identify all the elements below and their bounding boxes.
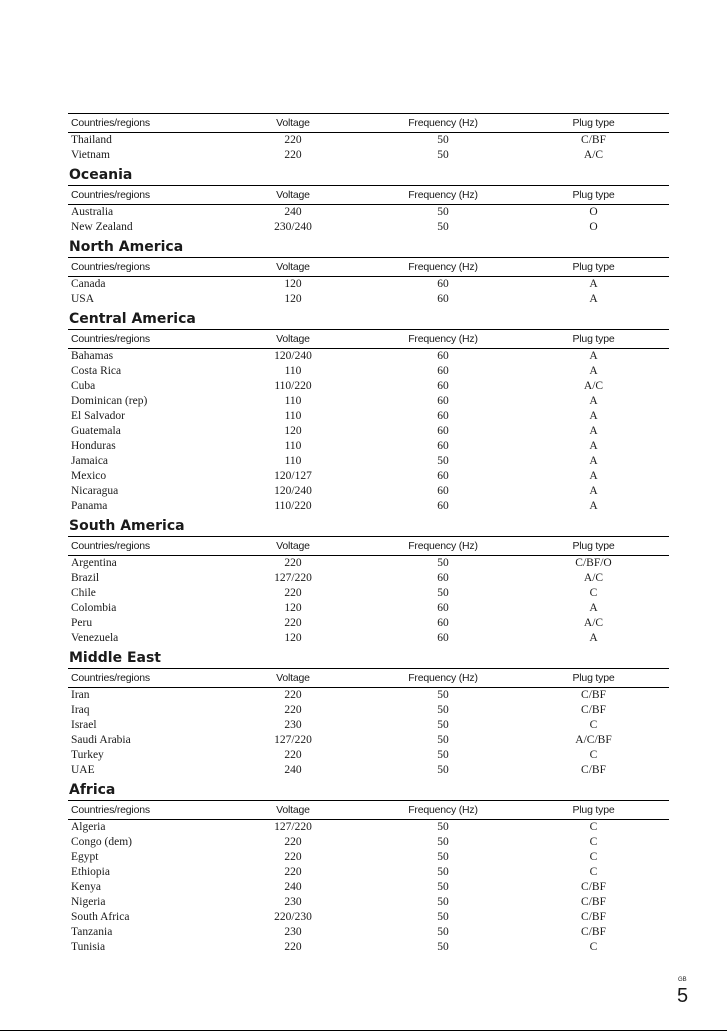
voltage-cell: 220 — [284, 704, 302, 716]
table-header-row — [68, 330, 669, 349]
plug-type-cell: A — [589, 425, 598, 437]
country-cell: Honduras — [71, 440, 116, 452]
voltage-cell: 220 — [284, 134, 302, 146]
voltage-cell: 220/230 — [274, 911, 312, 923]
plug-type-cell: C/BF — [581, 134, 606, 146]
voltage-cell: 230 — [284, 896, 302, 908]
voltage-header: Voltage — [218, 669, 368, 688]
plug-type-cell: A — [589, 410, 598, 422]
frequency-cell: 50 — [437, 764, 449, 776]
country-cell: Algeria — [71, 821, 106, 833]
plug-type-cell: A — [589, 293, 598, 305]
table-row — [68, 895, 669, 910]
table-row — [68, 571, 669, 586]
plug-type-cell: A/C — [583, 617, 604, 629]
section-title: Africa — [69, 782, 116, 798]
table-row — [68, 469, 669, 484]
table-row — [68, 484, 669, 499]
country-cell: Mexico — [71, 470, 107, 482]
country-header: Countries/regions — [68, 186, 218, 205]
voltage-cell: 230 — [284, 719, 302, 731]
frequency-cell: 60 — [437, 425, 449, 437]
voltage-cell: 120 — [284, 602, 302, 614]
voltage-cell: 120/127 — [274, 470, 312, 482]
plug-type-cell: A — [589, 440, 598, 452]
frequency-cell: 50 — [437, 734, 449, 746]
frequency-cell: 50 — [437, 911, 449, 923]
country-cell: Peru — [71, 617, 93, 629]
plug-type-cell: C — [589, 821, 598, 833]
plug-type-cell: C/BF — [581, 881, 606, 893]
country-cell: Guatemala — [71, 425, 121, 437]
page-number: 5 — [677, 985, 689, 1007]
table-header-row — [68, 801, 669, 820]
table-row — [68, 835, 669, 850]
table-row — [68, 748, 669, 763]
plug-type-cell: O — [589, 221, 598, 233]
plug-type-header: Plug type — [518, 537, 669, 556]
plug-type-cell: A/C/BF — [575, 734, 612, 746]
country-cell: Egypt — [71, 851, 99, 863]
table-row — [68, 424, 669, 439]
country-cell: Jamaica — [71, 455, 109, 467]
section-title: Oceania — [69, 167, 133, 183]
frequency-cell: 60 — [437, 395, 449, 407]
country-cell: Nicaragua — [71, 485, 119, 497]
table-header-row — [68, 537, 669, 556]
table-row — [68, 394, 669, 409]
frequency-cell: 50 — [437, 866, 449, 878]
country-header: Countries/regions — [68, 669, 218, 688]
table-row — [68, 349, 669, 365]
country-cell: Chile — [71, 587, 96, 599]
plug-type-cell: C/BF — [581, 704, 606, 716]
plug-type-cell: C/BF — [581, 911, 606, 923]
plug-type-cell: C — [589, 749, 598, 761]
table-row — [68, 220, 669, 235]
section-block — [68, 648, 669, 778]
country-cell: USA — [71, 293, 95, 305]
voltage-cell: 220 — [284, 689, 302, 701]
frequency-cell: 50 — [437, 926, 449, 938]
country-cell: Brazil — [71, 572, 100, 584]
frequency-cell: 60 — [437, 278, 449, 290]
country-header: Countries/regions — [68, 114, 218, 133]
table-row — [68, 133, 669, 149]
section-block — [68, 780, 669, 955]
country-cell: Dominican (rep) — [71, 395, 148, 407]
table-header-row — [68, 114, 669, 133]
voltage-header: Voltage — [218, 801, 368, 820]
table-row — [68, 925, 669, 940]
frequency-cell: 50 — [437, 455, 449, 467]
frequency-cell: 50 — [437, 557, 449, 569]
country-header: Countries/regions — [68, 330, 218, 349]
country-cell: Panama — [71, 500, 108, 512]
table-row — [68, 409, 669, 424]
plug-type-header: Plug type — [518, 330, 669, 349]
frequency-cell: 60 — [437, 365, 449, 377]
voltage-cell: 230/240 — [274, 221, 312, 233]
voltage-cell: 230 — [284, 926, 302, 938]
voltage-header: Voltage — [218, 258, 368, 277]
section-title: North America — [69, 239, 184, 255]
plug-type-cell: C/BF — [581, 764, 606, 776]
table-row — [68, 616, 669, 631]
plug-type-cell: A — [589, 485, 598, 497]
country-cell: Nigeria — [71, 896, 106, 908]
voltage-tables — [68, 113, 669, 955]
frequency-header: Frequency (Hz) — [368, 186, 518, 205]
frequency-cell: 50 — [437, 851, 449, 863]
frequency-header: Frequency (Hz) — [368, 330, 518, 349]
table-row — [68, 205, 669, 221]
plug-type-cell: C — [589, 719, 598, 731]
table-row — [68, 601, 669, 616]
table-row — [68, 277, 669, 293]
frequency-cell: 60 — [437, 470, 449, 482]
section-block — [68, 309, 669, 514]
frequency-cell: 50 — [437, 881, 449, 893]
frequency-cell: 60 — [437, 632, 449, 644]
frequency-cell: 60 — [437, 602, 449, 614]
voltage-cell: 110 — [284, 395, 302, 407]
country-cell: Tunisia — [71, 941, 106, 953]
voltage-cell: 120 — [284, 293, 302, 305]
country-cell: Iraq — [71, 704, 90, 716]
frequency-header: Frequency (Hz) — [368, 258, 518, 277]
country-cell: Vietnam — [71, 149, 110, 161]
voltage-cell: 220 — [284, 851, 302, 863]
frequency-cell: 50 — [437, 749, 449, 761]
table-header-row — [68, 186, 669, 205]
frequency-cell: 50 — [437, 836, 449, 848]
plug-type-cell: A/C — [583, 380, 604, 392]
table-row — [68, 865, 669, 880]
frequency-cell: 60 — [437, 440, 449, 452]
country-header: Countries/regions — [68, 537, 218, 556]
section-title: South America — [69, 518, 185, 534]
frequency-cell: 50 — [437, 821, 449, 833]
voltage-cell: 127/220 — [274, 572, 312, 584]
table-row — [68, 631, 669, 646]
voltage-cell: 220 — [284, 866, 302, 878]
table-row — [68, 292, 669, 307]
voltage-header: Voltage — [218, 537, 368, 556]
plug-type-cell: C/BF — [581, 896, 606, 908]
plug-type-header: Plug type — [518, 801, 669, 820]
table-header-row — [68, 669, 669, 688]
plug-type-header: Plug type — [518, 114, 669, 133]
country-cell: Congo (dem) — [71, 836, 133, 848]
frequency-cell: 60 — [437, 410, 449, 422]
plug-type-cell: A — [589, 350, 598, 362]
bottom-rule — [0, 1030, 727, 1031]
voltage-cell: 220 — [284, 836, 302, 848]
frequency-cell: 50 — [437, 704, 449, 716]
country-cell: Thailand — [71, 134, 112, 146]
frequency-cell: 60 — [437, 380, 449, 392]
country-cell: Argentina — [71, 557, 117, 569]
voltage-cell: 110/220 — [274, 500, 312, 512]
table-row — [68, 556, 669, 572]
section-block — [68, 516, 669, 646]
table-row — [68, 910, 669, 925]
country-cell: Saudi Arabia — [71, 734, 131, 746]
voltage-cell: 220 — [284, 749, 302, 761]
plug-type-cell: O — [589, 206, 598, 218]
voltage-table — [68, 668, 669, 778]
table-row — [68, 439, 669, 454]
plug-type-cell: C — [589, 836, 598, 848]
frequency-header: Frequency (Hz) — [368, 537, 518, 556]
country-cell: New Zealand — [71, 221, 133, 233]
frequency-cell: 50 — [437, 941, 449, 953]
frequency-cell: 60 — [437, 500, 449, 512]
frequency-cell: 50 — [437, 134, 449, 146]
country-cell: Turkey — [71, 749, 104, 761]
table-row — [68, 733, 669, 748]
voltage-cell: 110 — [284, 455, 302, 467]
country-cell: Iran — [71, 689, 90, 701]
frequency-header: Frequency (Hz) — [368, 114, 518, 133]
frequency-cell: 60 — [437, 617, 449, 629]
plug-type-cell: C/BF/O — [575, 557, 612, 569]
voltage-table — [68, 329, 669, 514]
table-row — [68, 820, 669, 836]
frequency-cell: 60 — [437, 350, 449, 362]
frequency-cell: 50 — [437, 587, 449, 599]
plug-type-cell: C — [589, 866, 598, 878]
page-language-tag: GB — [678, 977, 687, 983]
section-block — [68, 237, 669, 307]
voltage-cell: 120 — [284, 425, 302, 437]
plug-type-cell: A — [589, 278, 598, 290]
table-row — [68, 586, 669, 601]
country-cell: Israel — [71, 719, 97, 731]
plug-type-cell: A — [589, 455, 598, 467]
frequency-header: Frequency (Hz) — [368, 801, 518, 820]
country-cell: Venezuela — [71, 632, 119, 644]
table-row — [68, 850, 669, 865]
table-row — [68, 454, 669, 469]
table-row — [68, 148, 669, 163]
frequency-cell: 50 — [437, 206, 449, 218]
country-cell: Bahamas — [71, 350, 114, 362]
country-cell: Cuba — [71, 380, 96, 392]
plug-type-cell: A/C — [583, 572, 604, 584]
frequency-cell: 60 — [437, 572, 449, 584]
frequency-cell: 50 — [437, 149, 449, 161]
plug-type-cell: A — [589, 365, 598, 377]
voltage-cell: 110 — [284, 440, 302, 452]
voltage-cell: 127/220 — [274, 734, 312, 746]
country-cell: South Africa — [71, 911, 130, 923]
voltage-cell: 220 — [284, 149, 302, 161]
plug-type-cell: C/BF — [581, 926, 606, 938]
voltage-cell: 240 — [284, 764, 302, 776]
plug-type-cell: C/BF — [581, 689, 606, 701]
section-block — [68, 113, 669, 163]
table-row — [68, 703, 669, 718]
plug-type-header: Plug type — [518, 669, 669, 688]
plug-type-cell: A — [589, 602, 598, 614]
voltage-cell: 120/240 — [274, 485, 312, 497]
country-header: Countries/regions — [68, 258, 218, 277]
table-row — [68, 379, 669, 394]
frequency-cell: 50 — [437, 221, 449, 233]
voltage-header: Voltage — [218, 114, 368, 133]
country-cell: Costa Rica — [71, 365, 122, 377]
section-block — [68, 165, 669, 235]
voltage-cell: 110 — [284, 365, 302, 377]
table-row — [68, 364, 669, 379]
country-cell: Ethiopia — [71, 866, 110, 878]
frequency-cell: 50 — [437, 896, 449, 908]
voltage-cell: 110/220 — [274, 380, 312, 392]
plug-type-cell: C — [589, 851, 598, 863]
country-cell: Australia — [71, 206, 114, 218]
country-cell: Tanzania — [71, 926, 113, 938]
voltage-cell: 220 — [284, 941, 302, 953]
plug-type-cell: A — [589, 500, 598, 512]
voltage-header: Voltage — [218, 186, 368, 205]
table-header-row — [68, 258, 669, 277]
table-row — [68, 763, 669, 778]
table-row — [68, 499, 669, 514]
frequency-cell: 50 — [437, 689, 449, 701]
voltage-cell: 240 — [284, 881, 302, 893]
section-title: Middle East — [69, 650, 161, 666]
frequency-cell: 60 — [437, 485, 449, 497]
voltage-table — [68, 536, 669, 646]
plug-type-header: Plug type — [518, 258, 669, 277]
voltage-cell: 220 — [284, 557, 302, 569]
voltage-cell: 127/220 — [274, 821, 312, 833]
country-cell: Kenya — [71, 881, 102, 893]
table-row — [68, 688, 669, 704]
frequency-header: Frequency (Hz) — [368, 669, 518, 688]
table-row — [68, 880, 669, 895]
voltage-header: Voltage — [218, 330, 368, 349]
voltage-table — [68, 257, 669, 307]
table-row — [68, 940, 669, 955]
plug-type-header: Plug type — [518, 186, 669, 205]
frequency-cell: 50 — [437, 719, 449, 731]
plug-type-cell: C — [589, 587, 598, 599]
voltage-cell: 120 — [284, 632, 302, 644]
plug-type-cell: A/C — [583, 149, 604, 161]
voltage-cell: 120 — [284, 278, 302, 290]
voltage-cell: 240 — [284, 206, 302, 218]
plug-type-cell: A — [589, 470, 598, 482]
plug-type-cell: C — [589, 941, 598, 953]
country-cell: Canada — [71, 278, 106, 290]
plug-type-cell: A — [589, 395, 598, 407]
voltage-cell: 220 — [284, 587, 302, 599]
frequency-cell: 60 — [437, 293, 449, 305]
voltage-table — [68, 185, 669, 235]
voltage-cell: 220 — [284, 617, 302, 629]
voltage-table — [68, 800, 669, 955]
country-cell: UAE — [71, 764, 95, 776]
country-header: Countries/regions — [68, 801, 218, 820]
country-cell: Colombia — [71, 602, 117, 614]
voltage-table — [68, 113, 669, 163]
voltage-cell: 110 — [284, 410, 302, 422]
voltage-cell: 120/240 — [274, 350, 312, 362]
section-title: Central America — [69, 311, 196, 327]
table-row — [68, 718, 669, 733]
plug-type-cell: A — [589, 632, 598, 644]
country-cell: El Salvador — [71, 410, 125, 422]
